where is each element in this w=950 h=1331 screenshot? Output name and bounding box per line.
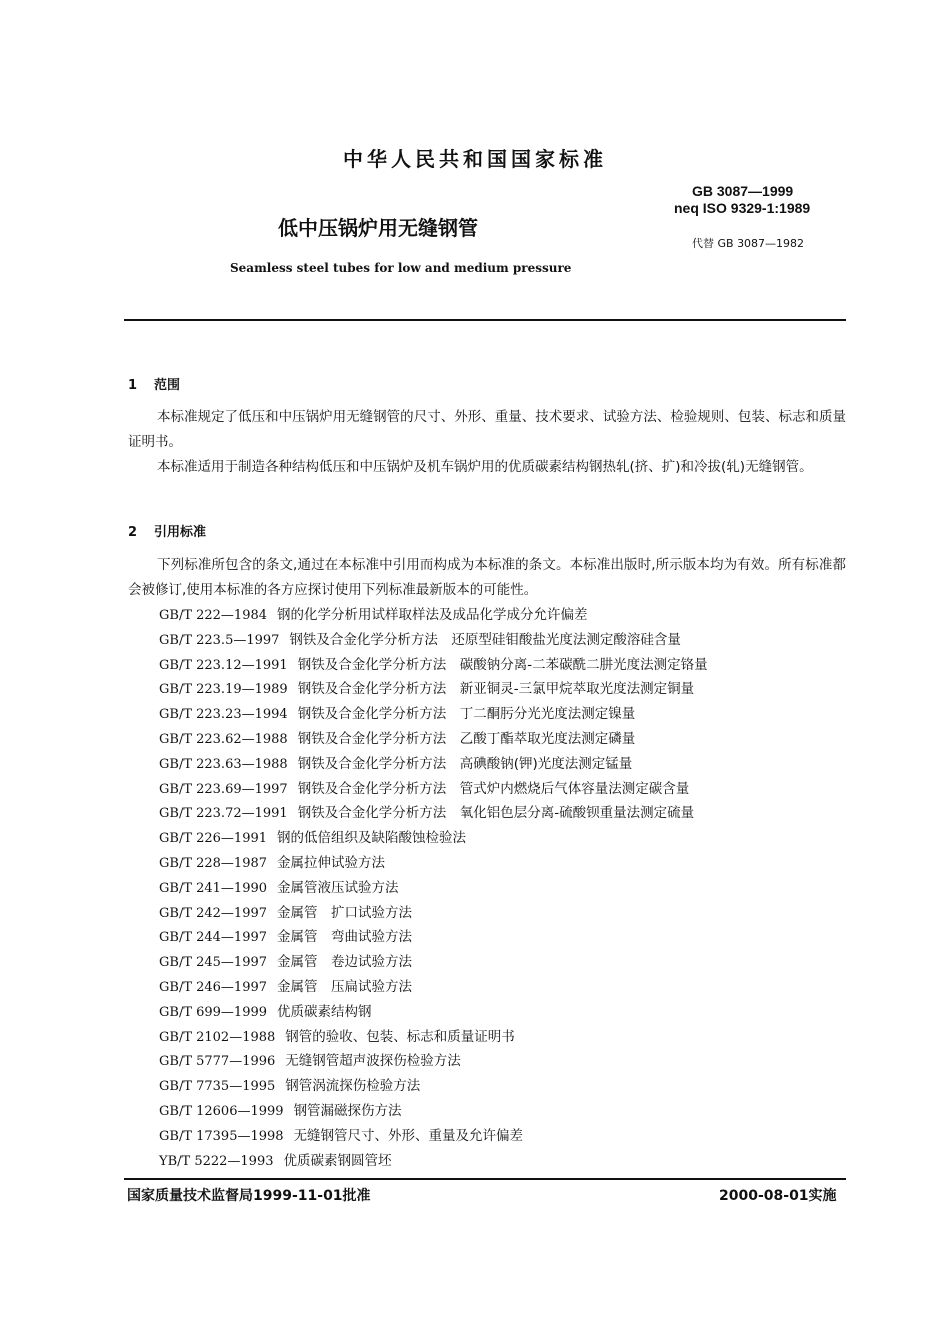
reference-title: 金属管 卷边试验方法 (277, 954, 413, 971)
reference-title: 无缝钢管超声波探伤检验方法 (285, 1053, 461, 1070)
approval-note: 国家质量技术监督局1999-11-01批准 (127, 1188, 371, 1204)
standard-equivalence: neq ISO 9329-1:1989 (674, 200, 811, 216)
reference-code: GB/T 17395—1998 (159, 1128, 284, 1144)
reference-code: GB/T 245—1997 (159, 955, 268, 971)
reference-code: GB/T 241—1990 (159, 880, 268, 896)
reference-title: 钢铁及合金化学分析方法 丁二酮肟分光光度法测定镍量 (297, 706, 636, 723)
replaces-note: 代替 GB 3087—1982 (692, 237, 805, 250)
reference-code: GB/T 244—1997 (159, 930, 268, 946)
reference-title: 金属管 压扁试验方法 (277, 978, 413, 995)
effective-date: 2000-08-01实施 (719, 1188, 837, 1204)
reference-code: GB/T 228—1987 (159, 855, 268, 871)
standard-number: GB 3087—1999 (692, 183, 794, 199)
standard-code-block (674, 183, 810, 217)
reference-code: GB/T 223.63—1988 (159, 756, 288, 772)
reference-code: GB/T 7735—1995 (159, 1079, 276, 1095)
reference-title: 优质碳素结构钢 (277, 1003, 372, 1020)
reference-code: GB/T 242—1997 (159, 905, 268, 921)
reference-title: 钢铁及合金化学分析方法 新亚铜灵-三氯甲烷萃取光度法测定铜量 (297, 681, 695, 698)
section-title: 范围 (154, 378, 181, 393)
list-item (159, 826, 708, 851)
referenced-standards-list (159, 603, 708, 1173)
reference-title: 钢管的验收、包装、标志和质量证明书 (285, 1028, 515, 1045)
reference-title: 钢的低倍组织及缺陷酸蚀检验法 (277, 830, 467, 847)
reference-code: GB/T 223.69—1997 (159, 781, 288, 797)
document-title-english: Seamless steel tubes for low and medium pressure (230, 261, 572, 275)
reference-code: GB/T 223.23—1994 (159, 707, 288, 723)
list-item (159, 851, 708, 876)
section-2-heading (128, 521, 206, 540)
section-2-intro: 下列标准所包含的条文,通过在本标准中引用而构成为本标准的条文。本标准出版时,所示版本均为有效。所有标准都会被修订,使用本标准的各方应探讨使用下列标准最新版本的可能性。 (128, 557, 846, 598)
reference-title: 金属管 扩口试验方法 (277, 904, 413, 921)
reference-title: 钢铁及合金化学分析方法 乙酸丁酯萃取光度法测定磷量 (297, 730, 636, 747)
reference-title: 钢铁及合金化学分析方法 氧化铝色层分离-硫酸钡重量法测定硫量 (297, 805, 695, 822)
reference-title: 钢铁及合金化学分析方法 碳酸钠分离-二苯碳酰二肼光度法测定铬量 (297, 656, 708, 673)
list-item (159, 975, 708, 1000)
reference-title: 金属拉伸试验方法 (277, 854, 386, 871)
reference-code: GB/T 699—1999 (159, 1004, 268, 1020)
header-divider (124, 319, 846, 321)
list-item (159, 1099, 708, 1124)
reference-code: GB/T 5777—1996 (159, 1054, 276, 1070)
section-title: 引用标准 (154, 525, 207, 540)
section-number: 2 (128, 525, 138, 540)
list-item (159, 777, 708, 802)
reference-code: GB/T 223.72—1991 (159, 806, 288, 822)
national-standard-title: 中华人民共和国国家标准 (343, 147, 607, 171)
list-item (159, 752, 708, 777)
list-item (159, 677, 708, 702)
section-1-heading (128, 374, 180, 393)
list-item (159, 702, 708, 727)
reference-code: GB/T 223.12—1991 (159, 657, 288, 673)
list-item (159, 1149, 708, 1174)
list-item (159, 1124, 708, 1149)
reference-title: 优质碳素钢圆管坯 (283, 1152, 392, 1169)
reference-code: GB/T 223.5—1997 (159, 632, 280, 648)
list-item (159, 1025, 708, 1050)
reference-title: 金属管 弯曲试验方法 (277, 929, 413, 946)
reference-title: 金属管液压试验方法 (277, 879, 399, 896)
list-item (159, 876, 708, 901)
reference-title: 钢的化学分析用试样取样法及成品化学成分允许偏差 (277, 607, 588, 623)
list-item (159, 1000, 708, 1025)
section-1-paragraph-1: 本标准规定了低压和中压锅炉用无缝钢管的尺寸、外形、重量、技术要求、试验方法、检验规则、包装、标志和质量证明书。 (128, 409, 846, 450)
document-title: 低中压锅炉用无缝钢管 (278, 216, 478, 240)
reference-title: 钢铁及合金化学分析方法 高碘酸钠(钾)光度法测定锰量 (297, 755, 633, 772)
section-1-paragraph-2: 本标准适用于制造各种结构低压和中压锅炉及机车锅炉用的优质碳素结构钢热轧(挤、扩)和冷拔(轧)无缝钢管。 (157, 459, 813, 475)
list-item (159, 628, 708, 653)
list-item (159, 1049, 708, 1074)
reference-code: GB/T 223.19—1989 (159, 682, 288, 698)
footer-divider (124, 1178, 846, 1180)
list-item (159, 603, 708, 628)
list-item (159, 727, 708, 752)
list-item (159, 653, 708, 678)
reference-title: 无缝钢管尺寸、外形、重量及允许偏差 (293, 1127, 524, 1144)
reference-code: GB/T 246—1997 (159, 979, 268, 995)
list-item (159, 901, 708, 926)
reference-code: GB/T 12606—1999 (159, 1103, 284, 1119)
reference-code: GB/T 223.62—1988 (159, 731, 288, 747)
reference-title: 钢铁及合金化学分析方法 还原型硅钼酸盐光度法测定酸溶硅含量 (289, 631, 681, 648)
list-item (159, 925, 708, 950)
reference-title: 钢铁及合金化学分析方法 管式炉内燃烧后气体容量法测定碳含量 (297, 780, 690, 797)
section-number: 1 (128, 378, 138, 393)
reference-code: GB/T 2102—1988 (159, 1029, 276, 1045)
list-item (159, 801, 708, 826)
list-item (159, 1074, 708, 1099)
list-item (159, 950, 708, 975)
reference-title: 钢管漏磁探伤方法 (293, 1102, 402, 1119)
reference-code: YB/T 5222—1993 (159, 1153, 274, 1169)
reference-code: GB/T 222—1984 (159, 608, 268, 623)
reference-code: GB/T 226—1991 (159, 831, 268, 847)
reference-title: 钢管涡流探伤检验方法 (285, 1078, 421, 1095)
